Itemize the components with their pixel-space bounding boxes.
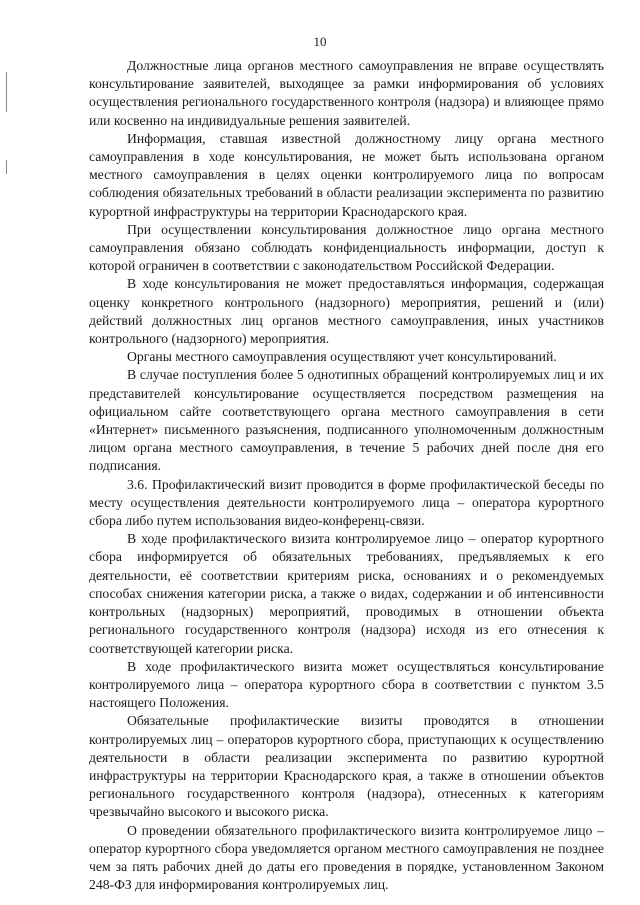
paragraph-consulting-records: Органы местного самоуправления осуществляют учет консультирований. [127, 349, 557, 365]
paragraph-mandatory-visits: Обязательные профилактические визиты проводятся в отношении контролируемых лиц – операторов курортного сбора, приступающих к осуществлению деятельности в области реализации эксперимента по развитию курортной инфраструктуры на территории Краснодарского края, а также в отношении объектов регионального государственного контроля (надзора), отнесенных к категориям чрезвычайно высокого и высокого риска. [89, 713, 604, 820]
margin-scan-mark [6, 160, 7, 174]
margin-scan-mark [6, 72, 7, 112]
paragraph-consulting-restrictions: В ходе консультирования не может предоставляться информация, содержащая оценку конкретного контрольного (надзорного) мероприятия, решений и (или) действий должностных лиц органов местного самоуправления, иных участников контрольного (надзорного) мероприятия. [89, 276, 604, 347]
paragraph-visit-notification: О проведении обязательного профилактического визита контролируемое лицо – оператор курортного сбора уведомляется органом местного самоуправления не позднее чем за пять рабочих дней до даты его проведения в порядке, установленном Законом 248-ФЗ для информирования контролируемых лиц. [89, 822, 604, 893]
document-body [89, 57, 604, 894]
paragraph-visit-information: В ходе профилактического визита контролируемое лицо – оператор курортного сбора информируется об обязательных требованиях, предъявляемых к его деятельности, её соответствии критериям риска, основаниях и о рекомендуемых способах снижения категории риска, а также о видах, содержании и об интенсивности контрольных (надзорных) мероприятий, проводимых в отношении объекта регионального государственного контроля (надзора) исходя из его отнесения к соответствующей категории риска. [89, 531, 604, 656]
paragraph-consulting-information-use: Информация, ставшая известной должностному лицу органа местного самоуправления в ходе консультирования, не может быть использована органом местного самоуправления в целях оценки контролируемого лица по вопросам соблюдения обязательных требований в области реализации эксперимента по развитию курортной инфраструктуры на территории Краснодарского края. [89, 130, 604, 219]
paragraph-consulting-limits: Должностные лица органов местного самоуправления не вправе осуществлять консультирование заявителей, выходящее за рамки информирования об условиях осуществления регионального государственного контроля (надзора) и влияющее прямо или косвенно на индивидуальные решения заявителей. [89, 58, 604, 128]
paragraph-written-clarification: В случае поступления более 5 однотипных обращений контролируемых лиц и их представителей консультирование осуществляется посредством размещения на официальном сайте соответствующего органа местного самоуправления в сети «Интернет» письменного разъяснения, подписанного уполномоченным должностным лицом органа местного самоуправления, в течение 5 рабочих дней после дня его подписания. [89, 367, 604, 474]
paragraph-section-3-6: 3.6. Профилактический визит проводится в форме профилактической беседы по месту осуществления деятельности контролируемого лица – оператора курортного сбора либо путем использования видео-конференц-связи. [89, 476, 604, 529]
paragraph-confidentiality: При осуществлении консультирования должностное лицо органа местного самоуправления обязано соблюдать конфиденциальность информации, доступ к которой ограничен в соответствии с законодательством Российской Федерации. [89, 221, 604, 274]
paragraph-visit-consulting: В ходе профилактического визита может осуществляться консультирование контролируемого лица – оператора курортного сбора в соответствии с пунктом 3.5 настоящего Положения. [89, 658, 604, 711]
page-number: 10 [313, 34, 327, 49]
